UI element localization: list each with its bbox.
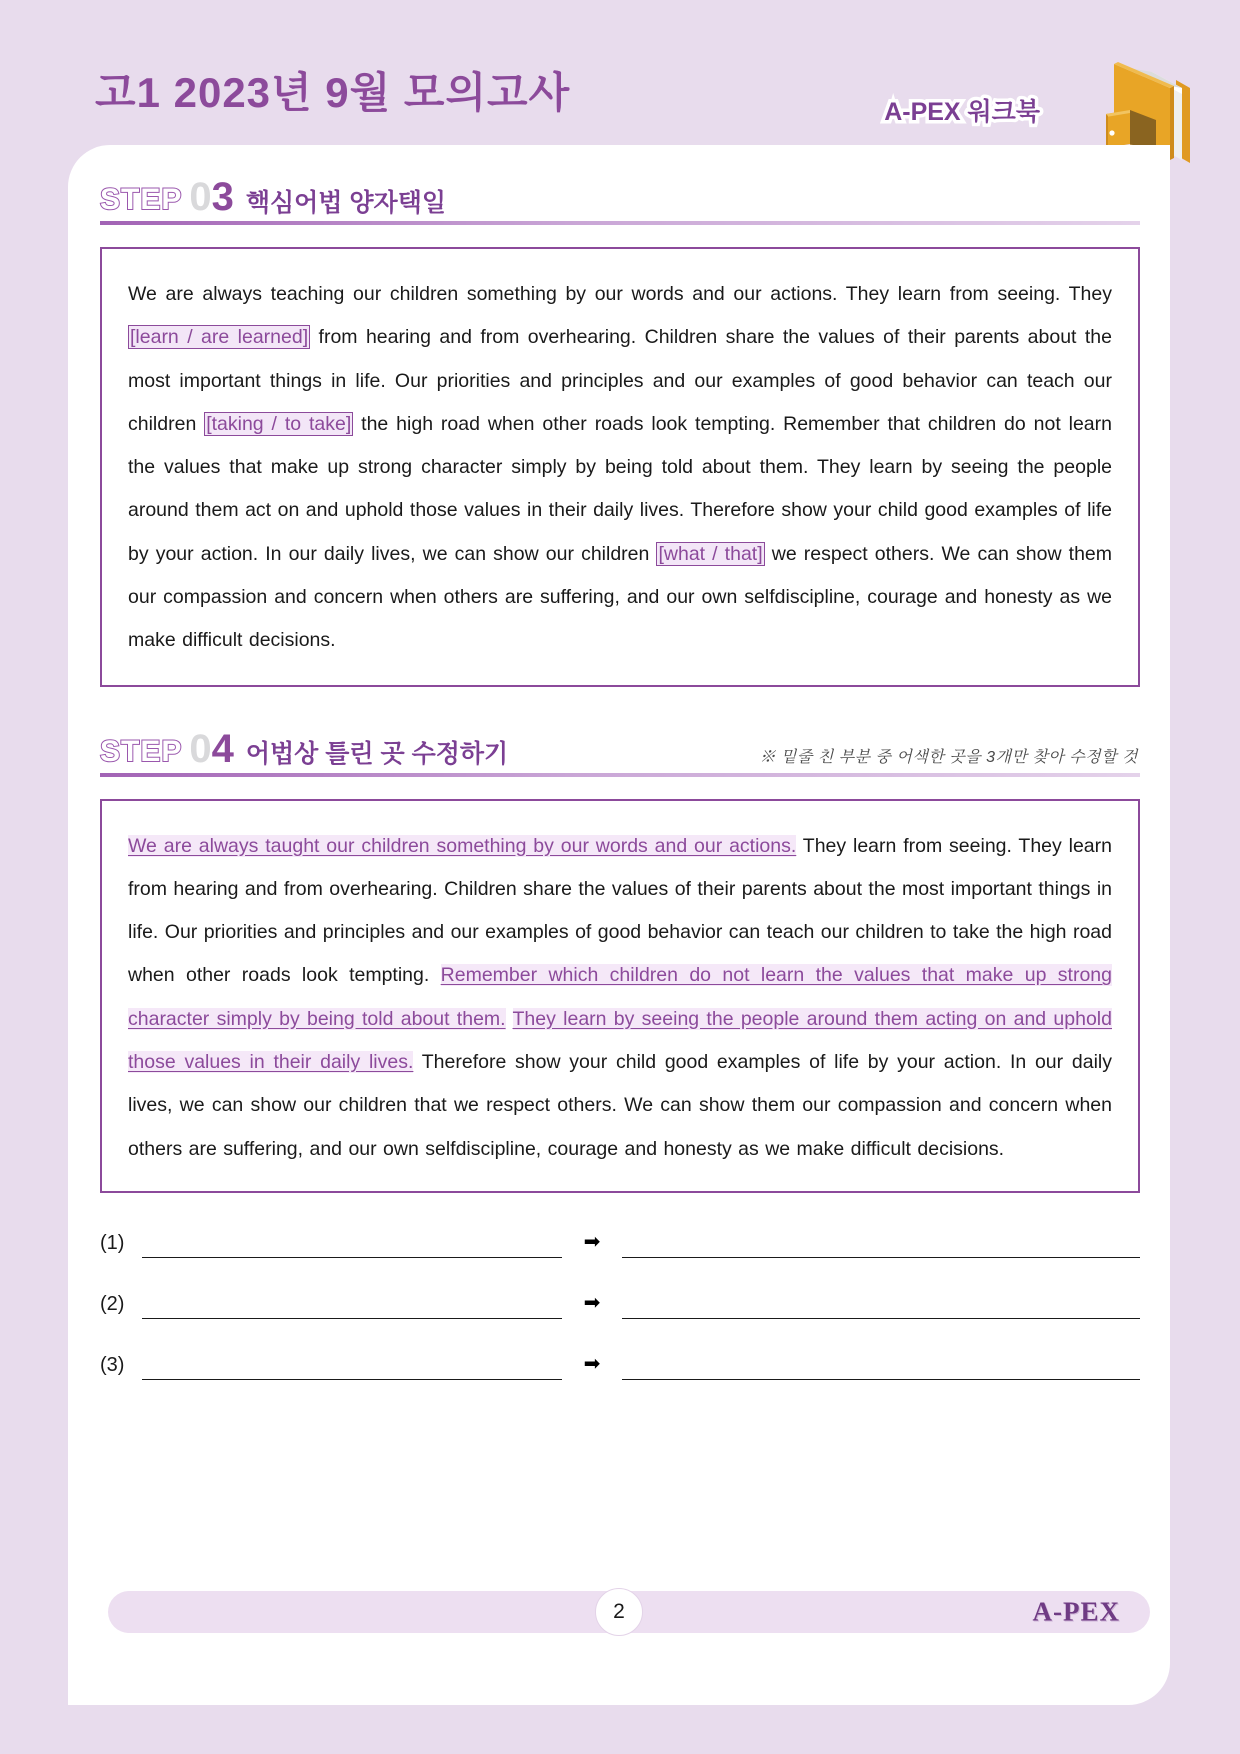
step-word: STEP bbox=[100, 734, 183, 768]
arrow-icon: ➡ bbox=[583, 1352, 601, 1375]
step-word: STEP bbox=[100, 183, 183, 216]
step-label: 핵심어법 양자택일 bbox=[245, 188, 447, 217]
step-number-digit: 4 bbox=[211, 726, 234, 771]
underlined-segment-3[interactable]: They learn by seeing the people around them acting on and uphold those values in their daily lives. bbox=[128, 1007, 1112, 1073]
page-number: 2 bbox=[595, 1588, 643, 1636]
step-03-header bbox=[100, 177, 1140, 225]
answer-input-right[interactable] bbox=[622, 1345, 1140, 1380]
step-instruction-note: ※ 밑줄 친 부분 중 어색한 곳을 3개만 찾아 수정할 것 bbox=[759, 748, 1138, 766]
passage-text-segment: Therefore show your child good examples of life by your action. In our daily lives, we can show our children that we respect others. We can show them our compassion and concern when others are suffering, and our own selfdiscipline, courage and honesty as we make difficult decisions. bbox=[128, 1050, 1112, 1160]
step-04-header bbox=[100, 726, 1140, 777]
passage-text-segment: we respect others. We can show them our compassion and concern when others are suffering, and our own selfdiscipline, courage and honesty as we make difficult decisions. bbox=[128, 542, 1113, 652]
answer-row bbox=[100, 1284, 1140, 1319]
step-03-passage bbox=[100, 247, 1140, 687]
step-number-zero: 0 bbox=[189, 175, 212, 219]
answer-row bbox=[100, 1223, 1140, 1258]
answer-input-right[interactable] bbox=[622, 1223, 1140, 1258]
step-label: 어법상 틀린 곳 수정하기 bbox=[245, 740, 509, 769]
choice-option-2[interactable]: [taking / to take] bbox=[206, 412, 352, 435]
answer-input-right[interactable] bbox=[622, 1284, 1140, 1319]
answer-input-left[interactable] bbox=[142, 1284, 562, 1319]
underlined-segment-2[interactable]: Remember which children do not learn the values that make up strong character simply by being told about them. bbox=[128, 964, 1112, 1030]
answer-number: (1) bbox=[100, 1231, 125, 1254]
passage-text-segment: They learn from seeing. They learn from hearing and from overhearing. Children share the values of their parents about the most important things in life. Our priorities and principles and our examples of good behavior can teach our children to take the high road when other roads look tempting. bbox=[128, 834, 1112, 987]
step-04-passage bbox=[100, 799, 1140, 1193]
footer-logo: A-PEX bbox=[1032, 1596, 1120, 1627]
answer-input-left[interactable] bbox=[142, 1223, 562, 1258]
arrow-icon: ➡ bbox=[583, 1230, 601, 1253]
answer-number: (2) bbox=[100, 1292, 125, 1315]
choice-option-3[interactable]: [what / that] bbox=[658, 542, 763, 565]
page-title: 고1 2023년 9월 모의고사 bbox=[95, 69, 571, 116]
passage-text-segment: the high road when other roads look tempting. Remember that children do not learn the values that make up strong character simply by being told about them. They learn by seeing the people around them act on and uphold those values in their daily lives. Therefore show your child good examples of life by your action. In our daily lives, we can show our children bbox=[128, 412, 1112, 565]
step-number-zero: 0 bbox=[189, 726, 212, 771]
page-sheet bbox=[68, 145, 1170, 1705]
passage-text-segment: We are always teaching our children something by our words and our actions. They learn from seeing. They bbox=[128, 283, 1112, 305]
answer-section bbox=[100, 1223, 1140, 1380]
passage-text-segment bbox=[506, 1008, 513, 1030]
arrow-icon: ➡ bbox=[583, 1291, 601, 1314]
underlined-segment-1[interactable]: We are always taught our children something by our words and our actions. bbox=[128, 834, 797, 857]
answer-number: (3) bbox=[100, 1353, 125, 1376]
answer-row bbox=[100, 1345, 1140, 1380]
choice-option-1[interactable]: [learn / are learned] bbox=[130, 326, 309, 349]
brand-tag: A-PEX 워크북 bbox=[884, 98, 1040, 126]
page-header bbox=[0, 0, 1240, 165]
answer-input-left[interactable] bbox=[142, 1345, 562, 1380]
passage-text-segment: from hearing and from overhearing. Children share the values of their parents about the most important things in life. Our priorities and principles and our examples of good behavior can teach our children bbox=[128, 326, 1112, 435]
page-footer bbox=[68, 1591, 1170, 1633]
step-number-digit: 3 bbox=[211, 175, 234, 219]
